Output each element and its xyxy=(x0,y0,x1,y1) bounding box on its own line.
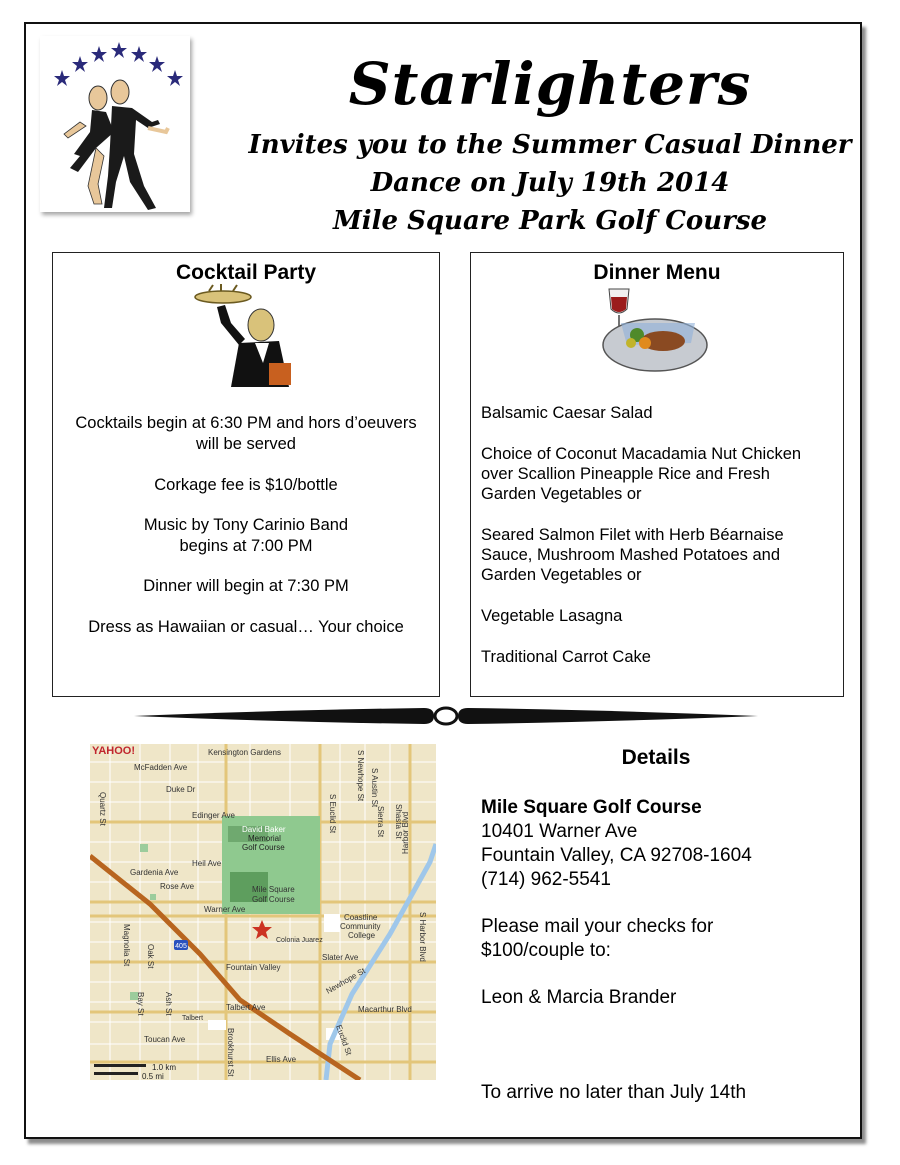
menu-item-3-line3: Garden Vegetables or xyxy=(481,566,642,584)
dinner-time: Dinner will begin at 7:30 PM xyxy=(143,577,349,595)
music-line2: begins at 7:00 PM xyxy=(179,537,313,555)
menu-item-2-line3: Garden Vegetables or xyxy=(481,485,642,503)
map-label-edinger: Edinger Ave xyxy=(192,811,235,820)
venue-address-line1: 10401 Warner Ave xyxy=(481,821,638,842)
map-label-macarthur: Macarthur Blvd xyxy=(358,1005,412,1014)
map-label-david1: David Baker xyxy=(242,825,286,834)
menu-item-2-line1: Choice of Coconut Macadamia Nut Chicken xyxy=(481,445,802,463)
payee-name: Leon & Marcia Brander xyxy=(481,987,677,1008)
map-label-slater: Slater Ave xyxy=(322,953,359,962)
map-label-duke: Duke Dr xyxy=(166,785,196,794)
map-label-coast3: College xyxy=(348,931,376,940)
map-label-coast2: Community xyxy=(340,922,381,931)
music-line1: Music by Tony Carinio Band xyxy=(143,516,349,534)
dancers-logo xyxy=(40,36,190,212)
venue-phone: (714) 962-5541 xyxy=(481,869,611,890)
location-map[interactable] xyxy=(90,744,436,1080)
map-label-rose: Rose Ave xyxy=(160,882,195,891)
ornamental-divider xyxy=(134,702,758,730)
map-label-oak: Oak St xyxy=(146,944,155,969)
map-label-newhope2: S Newhope St xyxy=(356,750,365,802)
waiter-icon xyxy=(191,283,301,393)
highway-label: 405 xyxy=(175,943,187,950)
map-label-ms1: Mile Square xyxy=(252,885,295,894)
corkage-fee: Corkage fee is $10/bottle xyxy=(154,476,338,494)
subtitle-venue: Mile Square Park Golf Course xyxy=(332,206,768,236)
map-label-newhope: Newhope St xyxy=(324,966,367,996)
dinner-menu-card xyxy=(470,252,844,697)
map-label-toucan: Toucan Ave xyxy=(144,1035,186,1044)
menu-item-4: Vegetable Lasagna xyxy=(481,607,623,625)
map-label-coast1: Coastline xyxy=(344,913,378,922)
dinner-menu-title: Dinner Menu xyxy=(593,261,721,284)
mail-instructions-line2: $100/couple to: xyxy=(481,940,611,961)
dancing-couple-icon xyxy=(64,80,168,210)
menu-item-1: Balsamic Caesar Salad xyxy=(481,404,653,422)
map-label-david3: Golf Course xyxy=(242,843,285,852)
map-label-gardenia: Gardenia Ave xyxy=(130,868,179,877)
cocktail-party-title: Cocktail Party xyxy=(175,261,317,284)
map-label-austin: S Austin St xyxy=(370,768,379,808)
map-label-magnolia: Magnolia St xyxy=(122,924,131,967)
map-label-david2: Memorial xyxy=(248,834,281,843)
map-label-quartz: Quartz St xyxy=(98,792,107,826)
cocktail-time-line2: will be served xyxy=(196,435,296,453)
map-label-brookhurst: Brookhurst St xyxy=(226,1028,235,1077)
star-arc-icon xyxy=(54,42,183,86)
map-label-harbor: Harbor Blvd xyxy=(401,811,410,854)
cocktail-party-card xyxy=(52,252,440,697)
details-title: Details xyxy=(621,746,691,769)
map-label-fv: Fountain Valley xyxy=(226,963,281,972)
subtitle-invite: Invites you to the Summer Casual Dinner xyxy=(248,130,852,160)
dinner-plate-icon xyxy=(591,283,711,383)
menu-item-2-line2: over Scallion Pineapple Rice and Fresh xyxy=(481,465,770,483)
page-title: Starlighters xyxy=(348,50,752,118)
map-label-sharbor: S Harbor Blvd xyxy=(418,912,427,962)
subtitle-date: Dance on July 19th 2014 xyxy=(370,168,730,198)
dress-code: Dress as Hawaiian or casual… Your choice xyxy=(88,618,404,636)
map-label-shasta: Shasta St xyxy=(394,804,403,839)
menu-item-3-line2: Sauce, Mushroom Mashed Potatoes and xyxy=(481,546,781,564)
dancers-logo-image xyxy=(40,36,190,212)
map-label-kensington: Kensington Gardens xyxy=(208,748,281,757)
map-scale-km: 1.0 km xyxy=(152,1063,177,1072)
deadline-note: To arrive no later than July 14th xyxy=(481,1082,747,1103)
menu-item-3-line1: Seared Salmon Filet with Herb Béarnaise xyxy=(481,526,784,544)
map-label-colonia: Colonia Juarez xyxy=(276,937,323,944)
map-label-warner: Warner Ave xyxy=(204,905,246,914)
map-label-ellis: Ellis Ave xyxy=(266,1055,297,1064)
map-label-sierra: Sierra St xyxy=(376,806,385,838)
cocktail-time-line1: Cocktails begin at 6:30 PM and hors d’oeuvers xyxy=(75,414,417,432)
map-brand: YAHOO! xyxy=(92,745,135,757)
map-label-talbert: Talbert Ave xyxy=(226,1003,266,1012)
mail-instructions-line1: Please mail your checks for xyxy=(481,916,714,937)
map-label-bay: Bay St xyxy=(136,992,145,1016)
map-label-heil: Heil Ave xyxy=(192,859,222,868)
map-label-euclid2: Euclid St xyxy=(334,1023,354,1057)
map-label-euclid: S Euclid St xyxy=(328,794,337,834)
map-label-ms2: Golf Course xyxy=(252,895,295,904)
map-scale-mi: 0.5 mi xyxy=(142,1072,164,1080)
venue-address-line2: Fountain Valley, CA 92708-1604 xyxy=(481,845,752,866)
venue-name: Mile Square Golf Course xyxy=(481,797,702,818)
map-label-mcfadden: McFadden Ave xyxy=(134,763,188,772)
map-label-talbert2: Talbert xyxy=(182,1015,204,1022)
map-label-ash: Ash St xyxy=(164,992,173,1016)
menu-item-5: Traditional Carrot Cake xyxy=(481,648,651,666)
